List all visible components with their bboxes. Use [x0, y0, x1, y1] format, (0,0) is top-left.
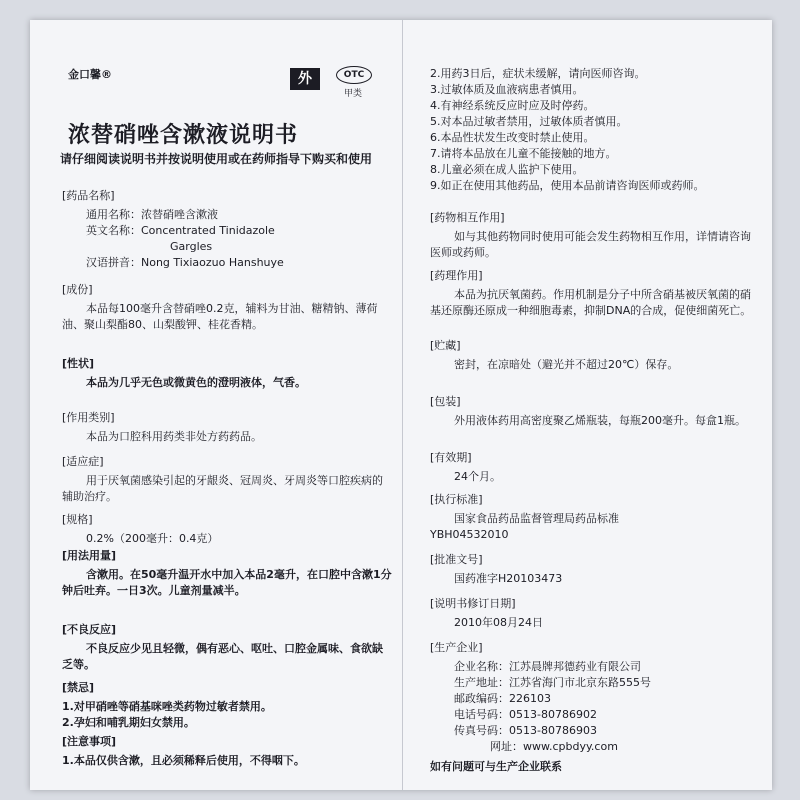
manufacturer-postcode: 226103 [509, 692, 551, 705]
section-text: 国家食品药品监督管理局药品标准 [454, 512, 619, 525]
section-ingredients [62, 282, 392, 333]
manufacturer-name: 江苏晨牌邦德药业有限公司 [509, 660, 641, 673]
section-text: 不良反应少见且轻微，偶有恶心、呕吐、口腔金属味、食欲缺乏等。 [62, 642, 383, 671]
leaflet-sheet [30, 20, 772, 790]
generic-name-row: 通用名称：浓替硝唑含漱液 [86, 208, 218, 221]
section-heading: [药理作用] [430, 269, 483, 282]
pinyin-row: 汉语拼音：Nong Tixiaozuo Hanshuye [86, 256, 284, 269]
section-drug-name [62, 188, 392, 271]
section-text: 0.2%（200毫升：0.4克） [86, 532, 219, 545]
list-item: 4.有神经系统反应时应及时停药。 [430, 99, 595, 112]
section-heading: [贮藏] [430, 339, 461, 352]
section-revision-date [430, 596, 760, 631]
section-heading: [用法用量] [62, 549, 117, 562]
list-item: 6.本品性状发生改变时禁止使用。 [430, 131, 595, 144]
manufacturer-fax-row: 传真号码：0513-80786903 [454, 724, 597, 737]
section-text: 本品为抗厌氧菌药。作用机制是分子中所含硝基被厌氧菌的硝基还原酶还原成一种细胞毒素，抑制DNA的合成，促使细菌死亡。 [430, 288, 752, 317]
otc-class-label: 甲类 [344, 89, 363, 99]
section-text: 本品为几乎无色或微黄色的澄明液体，气香。 [86, 376, 306, 389]
section-text: 含漱用。在50毫升温开水中加入本品2毫升，在口腔中含漱1分钟后吐弃。一日3次。儿童剂量减半。 [62, 568, 392, 597]
section-validity [430, 450, 760, 485]
section-heading: [性状] [62, 357, 95, 370]
section-storage [430, 338, 760, 373]
document-title: 浓替硝唑含漱液说明书 [68, 123, 299, 148]
section-text: 外用液体药用高密度聚乙烯瓶装，每瓶200毫升。每盒1瓶。 [454, 414, 746, 427]
list-item: 1.本品仅供含漱，且必须稀释后使用，不得咽下。 [62, 754, 305, 767]
english-name-cont: Gargles [170, 240, 213, 253]
section-indications [62, 454, 392, 505]
list-item: 7.请将本品放在儿童不能接触的地方。 [430, 147, 617, 160]
manufacturer-address: 江苏省海门市北京东路555号 [509, 676, 651, 689]
manufacturer-fax: 0513-80786903 [509, 724, 597, 737]
otc-badge: OTC [336, 66, 372, 84]
section-approval [430, 552, 760, 587]
section-specification [62, 512, 392, 547]
section-text: 用于厌氧菌感染引起的牙龈炎、冠周炎、牙周炎等口腔疾病的辅助治疗。 [62, 474, 383, 503]
brand-logo: 金口馨® [68, 68, 112, 81]
section-dosage [62, 548, 392, 599]
manufacturer-website: www.cpbdyy.com [523, 740, 618, 753]
section-heading: [成份] [62, 283, 93, 296]
section-text: 国药准字H20103473 [454, 572, 563, 585]
list-item: 1.对甲硝唑等硝基咪唑类药物过敏者禁用。 [62, 700, 272, 713]
list-item: 3.过敏体质及血液病患者慎用。 [430, 83, 584, 96]
section-heading: [禁忌] [62, 681, 95, 694]
manufacturer-phone-row: 电话号码：0513-80786902 [454, 708, 597, 721]
list-item: 9.如正在使用其他药品，使用本品前请咨询医师或药师。 [430, 179, 705, 192]
list-item: 8.儿童必须在成人监护下使用。 [430, 163, 584, 176]
manufacturer-web-row: 网址：www.cpbdyy.com [490, 740, 618, 753]
section-heading: [作用类别] [62, 411, 115, 424]
section-standard [430, 492, 760, 543]
section-package [430, 394, 760, 429]
section-heading: [有效期] [430, 451, 472, 464]
english-name-row: 英文名称：Concentrated Tinidazole [86, 224, 275, 237]
section-text: 2010年08月24日 [454, 616, 543, 629]
section-precautions [62, 734, 392, 769]
list-item: 2.用药3日后，症状未缓解，请向医师咨询。 [430, 67, 646, 80]
manufacturer-postcode-row: 邮政编码：226103 [454, 692, 551, 705]
section-properties [62, 356, 392, 391]
section-heading: [药品名称] [62, 189, 115, 202]
section-heading: [说明书修订日期] [430, 597, 516, 610]
section-text: 如与其他药物同时使用可能会发生药物相互作用，详情请咨询医师或药师。 [430, 230, 751, 259]
section-text: 24个月。 [454, 470, 501, 483]
section-heading: [执行标准] [430, 493, 483, 506]
section-manufacturer [430, 640, 760, 775]
section-heading: [生产企业] [430, 641, 483, 654]
manufacturer-phone: 0513-80786902 [509, 708, 597, 721]
contact-footer: 如有问题可与生产企业联系 [430, 760, 562, 773]
precautions-continued [430, 66, 760, 194]
fold-line [402, 20, 403, 790]
section-interactions [430, 210, 760, 261]
pinyin-name: Nong Tixiaozuo Hanshuye [141, 256, 284, 269]
section-heading: [注意事项] [62, 735, 117, 748]
english-name: Concentrated Tinidazole [141, 224, 275, 237]
manufacturer-address-row: 生产地址：江苏省海门市北京东路555号 [454, 676, 651, 689]
list-item: 5.对本品过敏者禁用，过敏体质者慎用。 [430, 115, 628, 128]
section-text: 密封，在凉暗处（避光并不超过20℃）保存。 [454, 358, 679, 371]
section-heading: [包装] [430, 395, 461, 408]
section-heading: [药物相互作用] [430, 211, 505, 224]
section-contraindications [62, 680, 392, 731]
section-pharmacology [430, 268, 760, 319]
section-heading: [规格] [62, 513, 93, 526]
standard-code: YBH04532010 [430, 528, 509, 541]
generic-name: 浓替硝唑含漱液 [141, 208, 218, 221]
manufacturer-name-row: 企业名称：江苏晨牌邦德药业有限公司 [454, 660, 641, 673]
section-text: 本品为口腔科用药类非处方药药品。 [86, 430, 262, 443]
section-heading: [不良反应] [62, 623, 117, 636]
section-heading: [适应症] [62, 455, 104, 468]
usage-notice: 请仔细阅读说明书并按说明使用或在药师指导下购买和使用 [60, 152, 373, 166]
section-adverse-reactions [62, 622, 392, 673]
list-item: 2.孕妇和哺乳期妇女禁用。 [62, 716, 195, 729]
section-text: 本品每100毫升含替硝唑0.2克，辅料为甘油、糖精钠、薄荷油、聚山梨酯80、山梨酸钾、桂花香精。 [62, 302, 378, 331]
section-category [62, 410, 392, 445]
external-use-mark: 外 [290, 68, 320, 90]
section-heading: [批准文号] [430, 553, 483, 566]
